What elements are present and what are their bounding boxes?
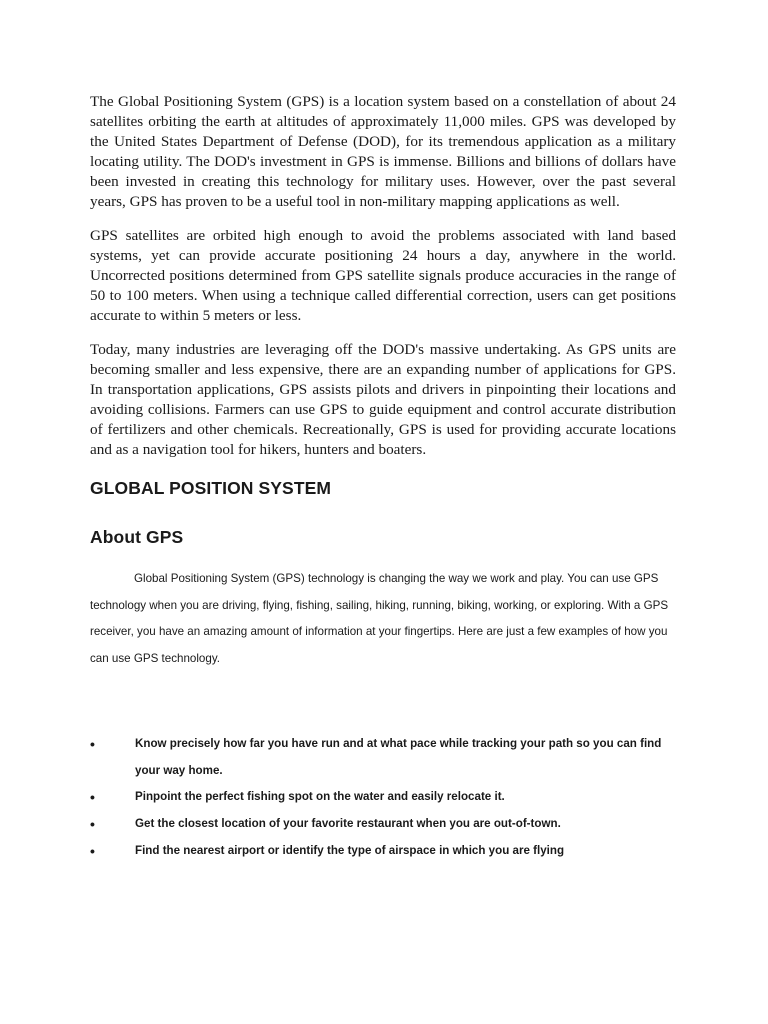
list-item-text: Pinpoint the perfect fishing spot on the water and easily relocate it. bbox=[135, 790, 505, 804]
bullet-icon: • bbox=[90, 815, 95, 832]
bullet-icon: • bbox=[90, 842, 95, 859]
heading-about-gps: About GPS bbox=[90, 527, 184, 547]
list-item-text: Find the nearest airport or identify the type of airspace in which you are flying bbox=[135, 843, 565, 857]
list-item bbox=[90, 731, 676, 784]
bullet-icon: • bbox=[90, 735, 95, 752]
paragraph-satellites: GPS satellites are orbited high enough to avoid the problems associated with land based systems, yet can provide accurate positioning 24 hours a day, anywhere in the world. Uncorrected positions determined from GPS satellite signals produce accuracies in the range of 50 to 100 meters. When using a technique called differential correction, users can get positions accurate to within 5 meters or less. bbox=[90, 227, 676, 324]
document-page bbox=[90, 92, 676, 864]
heading-global-position-system: GLOBAL POSITION SYSTEM bbox=[90, 478, 332, 498]
list-item bbox=[90, 784, 676, 811]
bullet-icon: • bbox=[90, 789, 95, 806]
list-item bbox=[90, 838, 676, 865]
paragraph-intro-gps: The Global Positioning System (GPS) is a location system based on a constellation of about 24 satellites orbiting the earth at altitudes of approximately 11,000 miles. GPS was developed by the United States Department of Defense (DOD), for its tremendous application as a military locating utility. The DOD's investment in GPS is immense. Billions and billions of dollars have been invested in creating this technology for military uses. However, over the past several years, GPS has proven to be a useful tool in non-military mapping applications as well. bbox=[90, 93, 676, 210]
paragraph-industries: Today, many industries are leveraging off the DOD's massive undertaking. As GPS units are becoming smaller and less expensive, there are an expanding number of applications for GPS. In transportation applications, GPS assists pilots and drivers in pinpointing their locations and avoiding collisions. Farmers can use GPS to guide equipment and control accurate distribution of fertilizers and other chemicals. Recreationally, GPS is used for providing accurate locations and as a navigation tool for hikers, hunters and boaters. bbox=[90, 341, 676, 458]
list-item bbox=[90, 811, 676, 838]
list-item-text: Know precisely how far you have run and at what pace while tracking your path so you can find your way home. bbox=[135, 736, 662, 777]
paragraph-about-gps: Global Positioning System (GPS) technology is changing the way we work and play. You can use GPS technology when you are driving, flying, fishing, sailing, hiking, running, biking, working, or exploring. With a GPS receiver, you have an amazing amount of information at your fingertips. Here are just a few examples of how you can use GPS technology. bbox=[90, 572, 669, 666]
bullet-list bbox=[90, 731, 676, 865]
list-item-text: Get the closest location of your favorite restaurant when you are out-of-town. bbox=[135, 816, 561, 830]
